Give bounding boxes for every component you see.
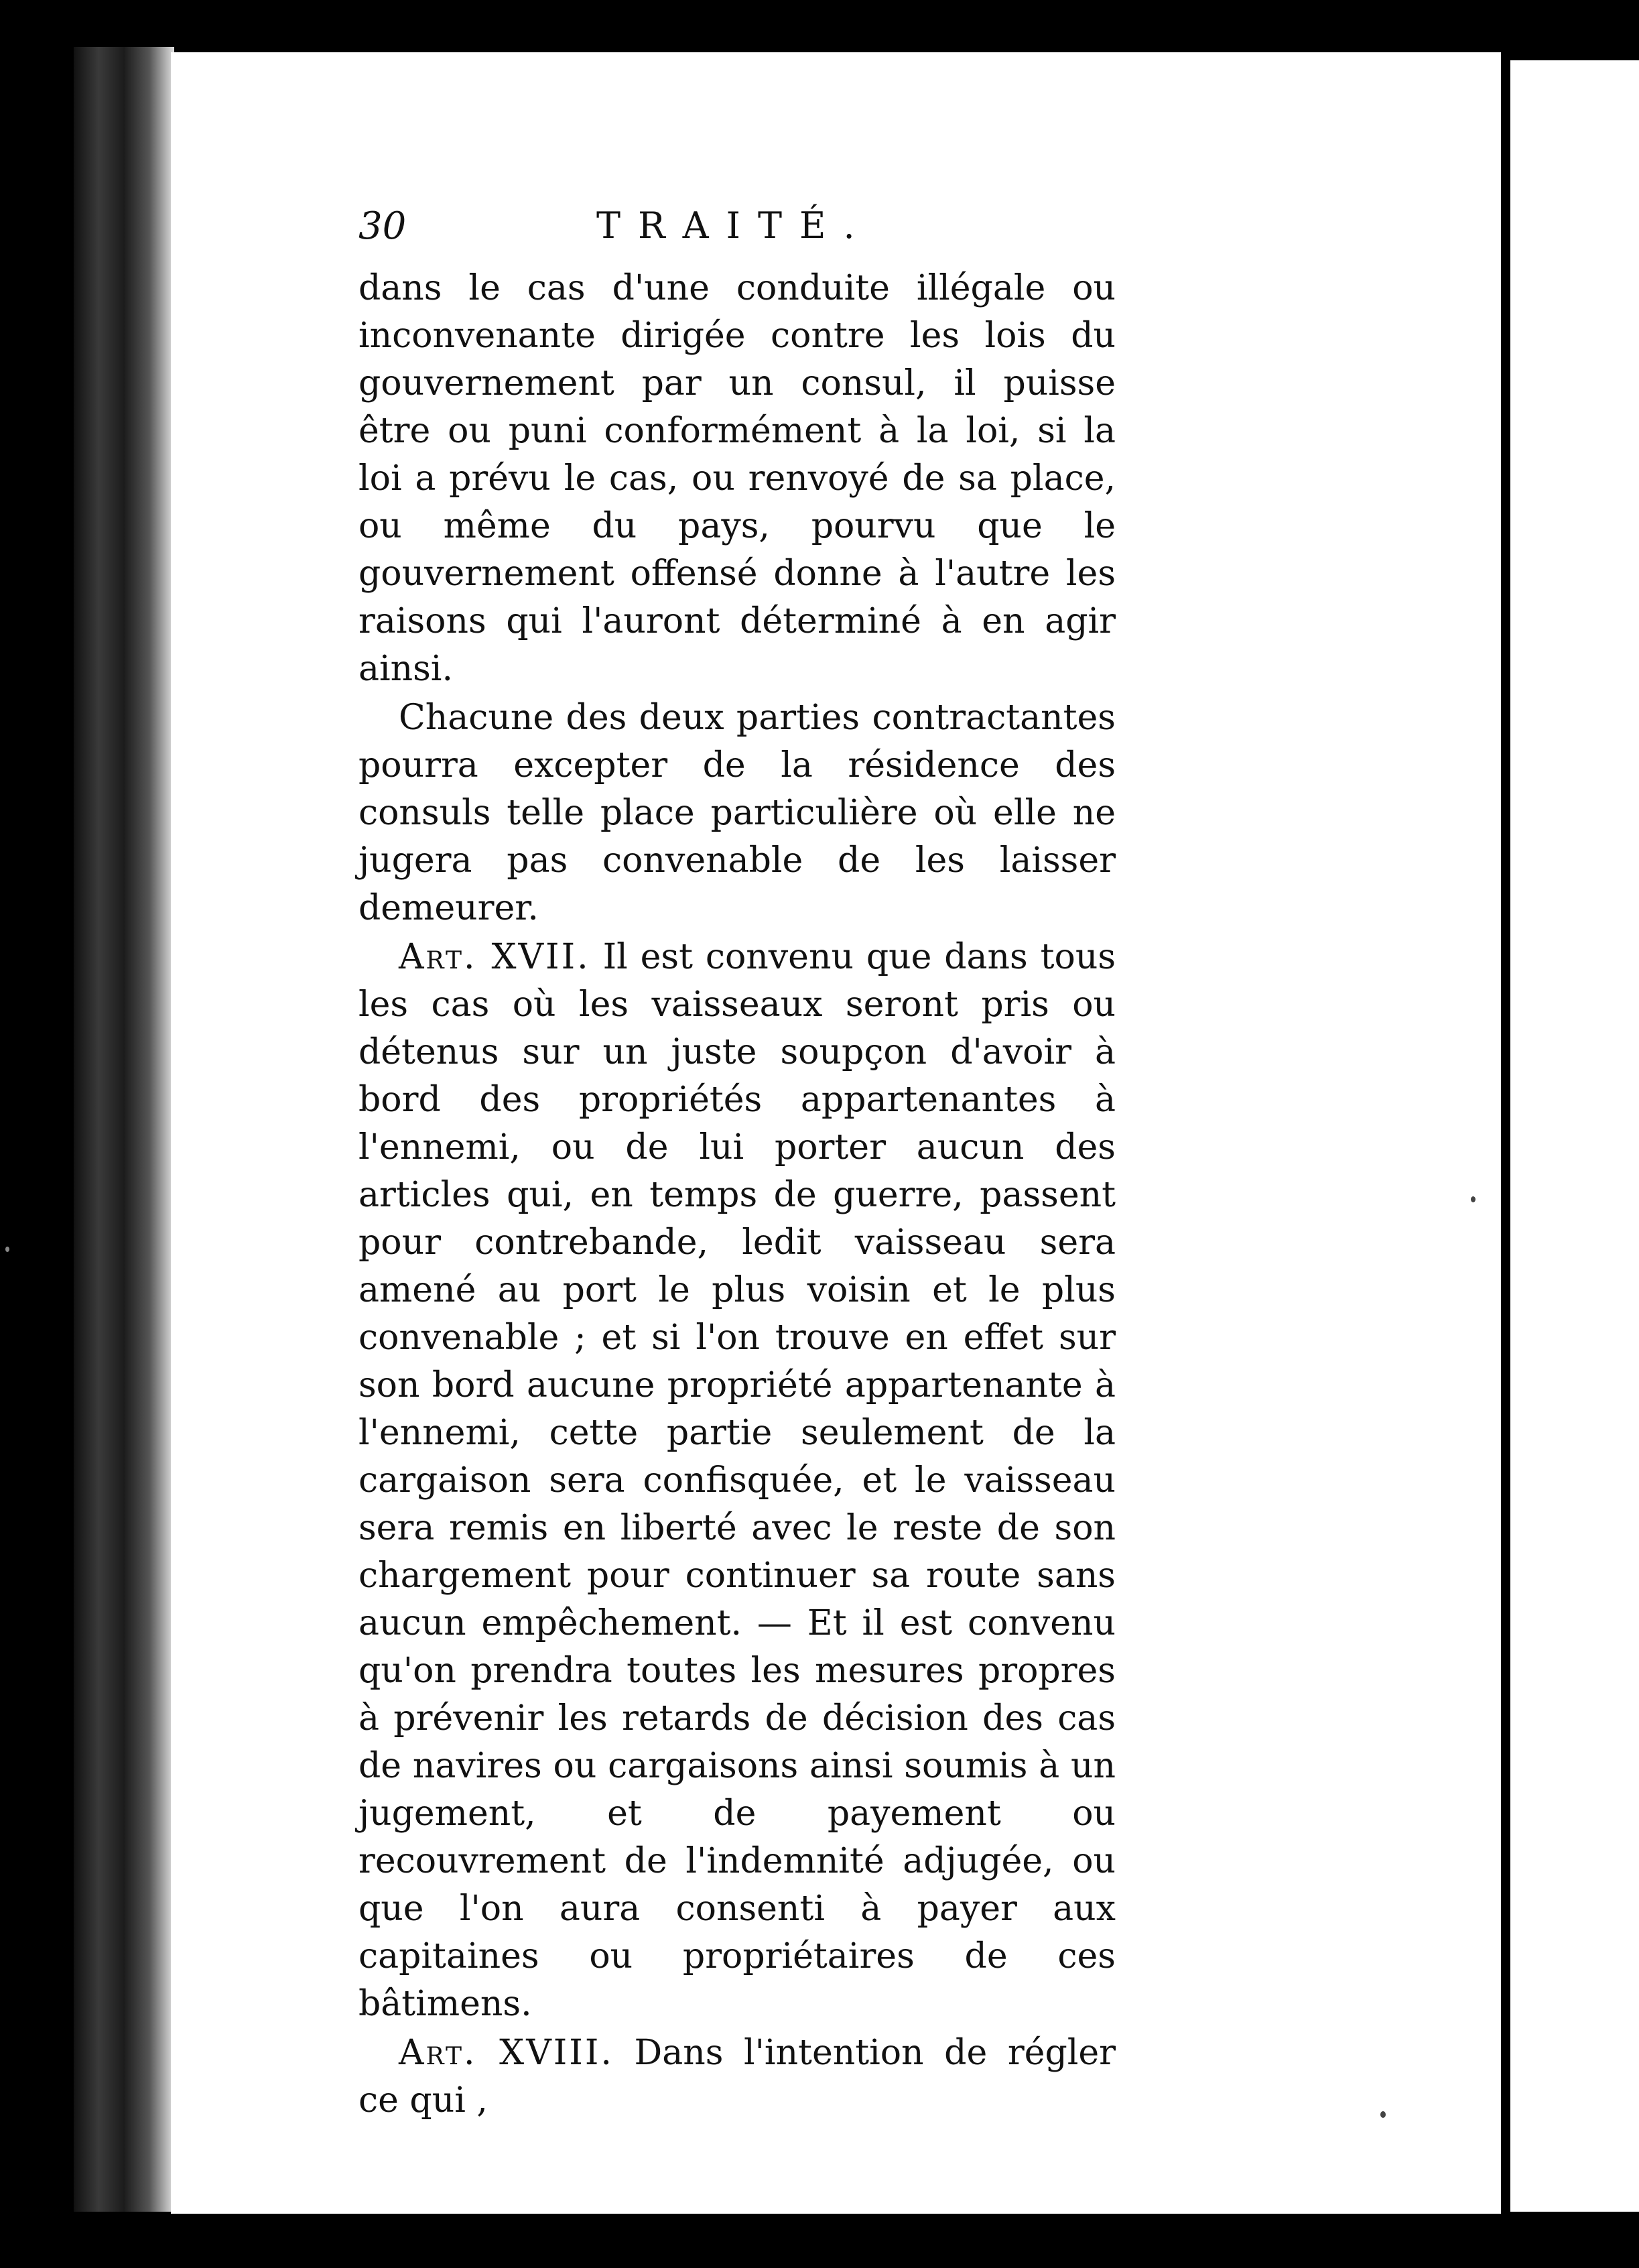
- paragraph-text: Dans l'intention de régler ce qui ,: [358, 2033, 1116, 2121]
- page-number: 30: [358, 204, 407, 248]
- body-text: [358, 265, 1116, 2126]
- paragraph-continuation: [358, 265, 1116, 693]
- facing-page-edge: [1501, 60, 1639, 2212]
- paragraph-consul-residence: [358, 694, 1116, 932]
- paragraph-text: Chacune des deux parties contractantes pourra excepter de la résidence des consuls telle place particulière où elle ne jugera pas convenable de les laisser demeurer.: [358, 698, 1116, 928]
- paragraph-text: dans le cas d'une conduite illégale ou inconvenante dirigée contre les lois du gouvernement par un consul, il puisse être ou puni conformément à la loi, si la loi a prévu le cas, ou renvoyé de sa place, ou même du pays, pourvu que le gouvernement offensé donne à l'autre les raisons qui l'auront déterminé à en agir ainsi.: [358, 268, 1116, 689]
- article-xvii: [358, 934, 1116, 2028]
- running-title: TRAITÉ.: [596, 204, 872, 247]
- ink-speck: [1471, 1196, 1476, 1202]
- page-header: [358, 204, 1109, 265]
- article-label: Art. XVII.: [399, 937, 590, 977]
- paragraph-text: Il est convenu que dans tous les cas où les vaisseaux seront pris ou détenus sur un juste soupçon d'avoir à bord des propriétés appartenantes à l'ennemi, ou de lui porter aucun des articles qui, en temps de guerre, passent pour contrebande, ledit vaisseau sera amené au port le plus voisin et le plus convenable ; et si l'on trouve en effet sur son bord aucune propriété appartenante à l'ennemi, cette partie seulement de la cargaison sera confisquée, et le vaisseau sera remis en liberté avec le reste de son chargement pour continuer sa route sans aucun empêchement. — Et il est convenu qu'on prendra toutes les mesures propres à prévenir les retards de décision des cas de navires ou cargaisons ainsi soumis à un jugement, et de payement ou recouvrement de l'indemnité adjugée, ou que l'on aura consenti à payer aux capitaines ou propriétaires de ces bâtimens.: [358, 937, 1116, 2024]
- ink-speck: [1380, 2111, 1386, 2118]
- ink-speck: [5, 1247, 9, 1252]
- book-binding-edge: [74, 47, 174, 2212]
- article-label: Art. XVIII.: [399, 2033, 614, 2073]
- article-xviii: [358, 2029, 1116, 2125]
